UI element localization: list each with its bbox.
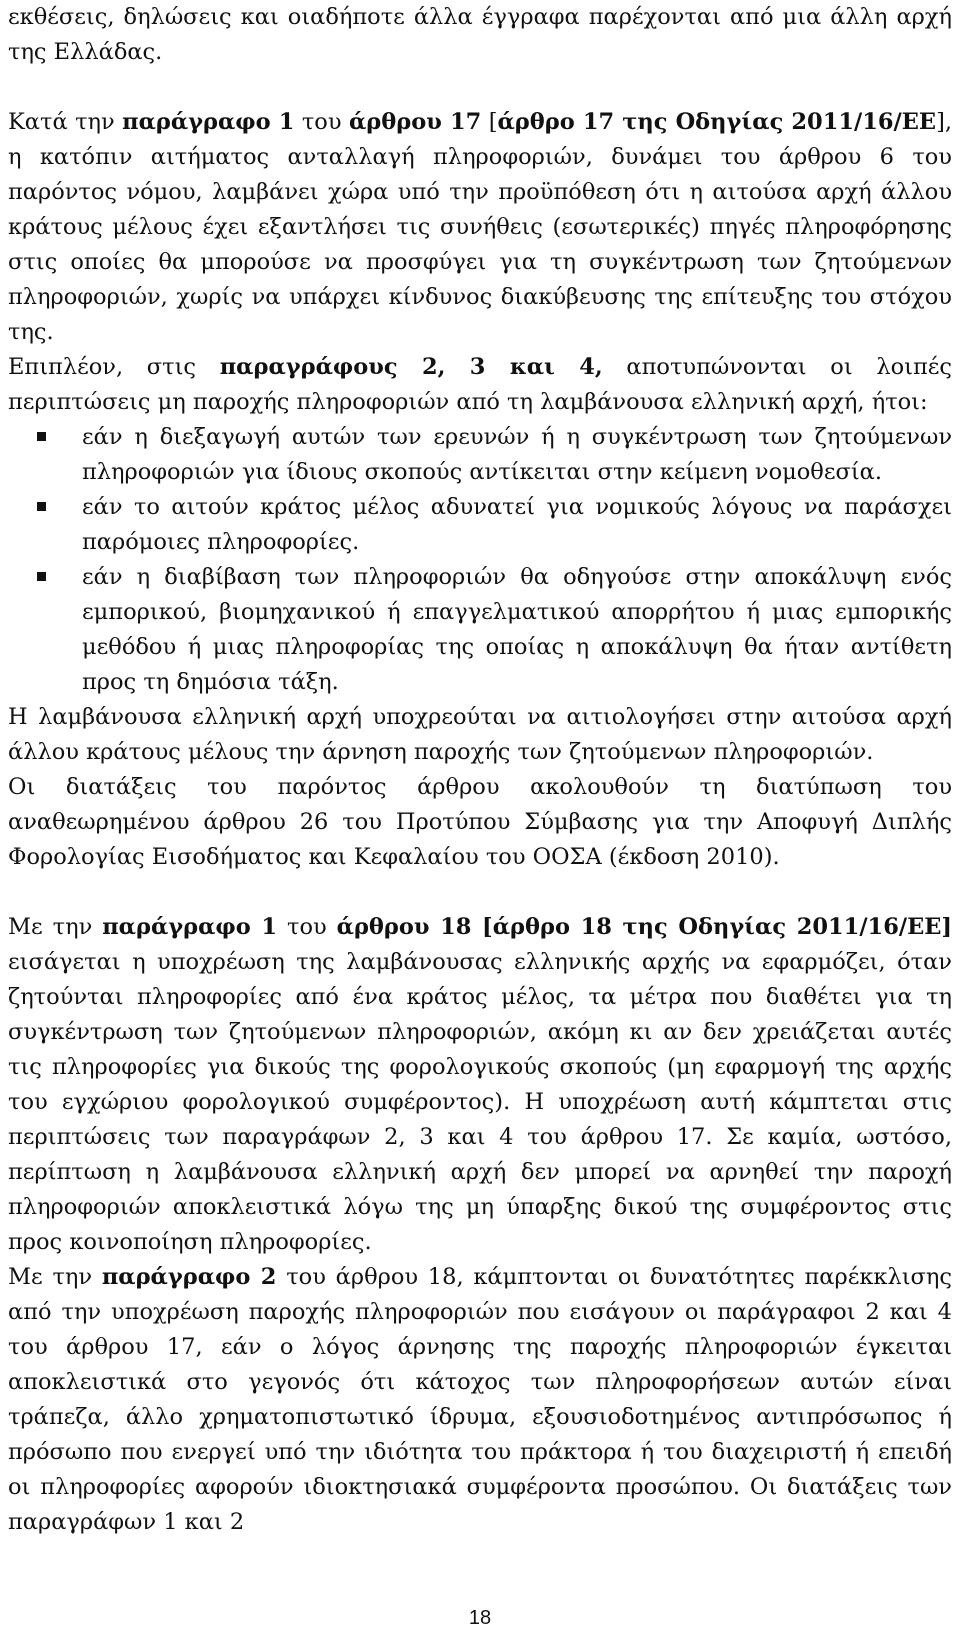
list-item xyxy=(8,560,952,700)
square-bullet-icon xyxy=(37,572,46,581)
paragraph-text: Επιπλέον, στις xyxy=(8,354,220,380)
bold-reference: παράγραφο 2 xyxy=(101,1264,277,1290)
bold-reference: άρθρου 18 [άρθρο 18 της Οδηγίας 2011/16/ΕΕ] xyxy=(336,914,953,940)
exceptions-list xyxy=(8,420,952,700)
paragraph-text: εκθέσεις, δηλώσεις και οιαδήποτε άλλα έγγραφα παρέχονται από μια άλλη αρχή της Ελλάδας. xyxy=(8,4,952,65)
paragraph-text: αποτυπώνονται οι λοιπές περιπτώσεις μη παροχής πληροφοριών από τη λαμβάνουσα ελληνική αρχή, ήτοι: xyxy=(8,354,952,415)
paragraph-text: του xyxy=(277,914,337,940)
paragraph-oecd-reference xyxy=(8,770,952,875)
paragraph-gap xyxy=(8,70,952,105)
bold-reference: άρθρο 17 της Οδηγίας 2011/16/ΕΕ xyxy=(497,109,937,135)
paragraph-gap xyxy=(8,875,952,910)
list-item-text: εάν το αιτούν κράτος μέλος αδυνατεί για νομικούς λόγους να παράσχει παρόμοιες πληροφορίες. xyxy=(82,494,952,555)
bold-reference: παράγραφο 1 xyxy=(102,914,278,940)
paragraph-text: ], η κατόπιν αιτήματος ανταλλαγή πληροφοριών, δυνάμει του άρθρου 6 του παρόντος νόμου, λαμβάνει χώρα υπό την προϋπόθεση ότι η αιτούσα αρχή άλλου κράτους μέλους έχει εξαντλήσει τις συνήθεις (εσωτερικές) πηγές πληροφόρησης στις οποίες θα μπορούσε να προσφύγει για τη συγκέντρωση των ζητούμενων πληροφοριών, χωρίς να υπάρχει κίνδυνος διακύβευσης της επίτευξης του στόχου της. xyxy=(8,109,953,345)
paragraph-article-17-para-1 xyxy=(8,105,952,350)
paragraph-article-17-para-2-4 xyxy=(8,350,952,420)
paragraph-article-18-para-2 xyxy=(8,1260,952,1540)
paragraph-text: του άρθρου 18, κάμπτονται οι δυνατότητες παρέκκλισης από την υποχρέωση παροχής πληροφοριών που εισάγουν οι παράγραφοι 2 και 4 του άρθρου 17, εάν ο λόγος άρνησης της παροχής πληροφοριών έγκειται αποκλειστικά στο γεγονός ότι κάτοχος των πληροφορήσεων αυτών είναι τράπεζα, άλλο χρηματοπιστωτικό ίδρυμα, εξουσιοδοτημένος αντιπρόσωπος ή πρόσωπο που ενεργεί υπό την ιδιότητα του πράκτορα ή του διαχειριστή ή επειδή οι πληροφορίες αφορούν ιδιοκτησιακά συμφέροντα προσώπου. Οι διατάξεις των παραγράφων 1 και 2 xyxy=(8,1264,953,1535)
list-item xyxy=(8,490,952,560)
list-item-text: εάν η διεξαγωγή αυτών των ερευνών ή η συγκέντρωση των ζητούμενων πληροφοριών για ίδιους σκοπούς αντίκειται στην κείμενη νομοθεσία. xyxy=(82,424,952,485)
list-item xyxy=(8,420,952,490)
paragraph-text: Με την xyxy=(8,914,103,940)
document-body xyxy=(8,0,952,1540)
paragraph-text: Η λαμβάνουσα ελληνική αρχή υποχρεούται να αιτιολογήσει στην αιτούσα αρχή άλλου κράτους μέλους την άρνηση παροχής των ζητούμενων πληροφοριών. xyxy=(8,704,952,765)
list-item-text: εάν η διαβίβαση των πληροφοριών θα οδηγούσε στην αποκάλυψη ενός εμπορικού, βιομηχανικού ή επαγγελματικού απορρήτου ή μιας εμπορικής μεθόδου ή μιας πληροφορίας της οποίας η αποκάλυψη θα ήταν αντίθετη προς τη δημόσια τάξη. xyxy=(82,564,952,695)
bold-reference: παραγράφους 2, 3 και 4, xyxy=(219,354,603,380)
paragraph-text: Με την xyxy=(8,1264,102,1290)
paragraph-article-18-para-1 xyxy=(8,910,952,1260)
paragraph-text: του xyxy=(294,109,349,135)
paragraph-justification-obligation xyxy=(8,700,952,770)
page-number: 18 xyxy=(468,1607,492,1629)
paragraph-text: εισάγεται η υποχρέωση της λαμβάνουσας ελληνικής αρχής να εφαρμόζει, όταν ζητούνται πληροφορίες από ένα κράτος μέλος, τα μέτρα που διαθέτει για τη συγκέντρωση των ζητούμενων πληροφοριών, ακόμη κι αν δεν χρειάζεται αυτές τις πληροφορίες για δικούς της φορολογικούς σκοπούς (μη εφαρμογή της αρχής του εγχώριου φορολογικού συμφέροντος). Η υποχρέωση αυτή κάμπτεται στις περιπτώσεις των παραγράφων 2, 3 και 4 του άρθρου 17. Σε καμία, ωστόσο, περίπτωση η λαμβάνουσα ελληνική αρχή δεν μπορεί να αρνηθεί την παροχή πληροφοριών αποκλειστικά λόγω της μη ύπαρξης δικού της συμφέροντος στις προς κοινοποίηση πληροφορίες. xyxy=(8,949,952,1255)
paragraph-text: [ xyxy=(481,109,498,135)
square-bullet-icon xyxy=(37,502,46,511)
paragraph-text: Οι διατάξεις του παρόντος άρθρου ακολουθούν τη διατύπωση του αναθεωρημένου άρθρου 26 του Προτύπου Σύμβασης για την Αποφυγή Διπλής Φορολογίας Εισοδήματος και Κεφαλαίου του ΟΟΣΑ (έκδοση 2010). xyxy=(8,774,952,870)
paragraph-intro-continuation xyxy=(8,0,952,70)
square-bullet-icon xyxy=(37,432,46,441)
bold-reference: άρθρου 17 xyxy=(348,109,482,135)
paragraph-text: Κατά την xyxy=(8,109,123,135)
bold-reference: παράγραφο 1 xyxy=(122,109,295,135)
